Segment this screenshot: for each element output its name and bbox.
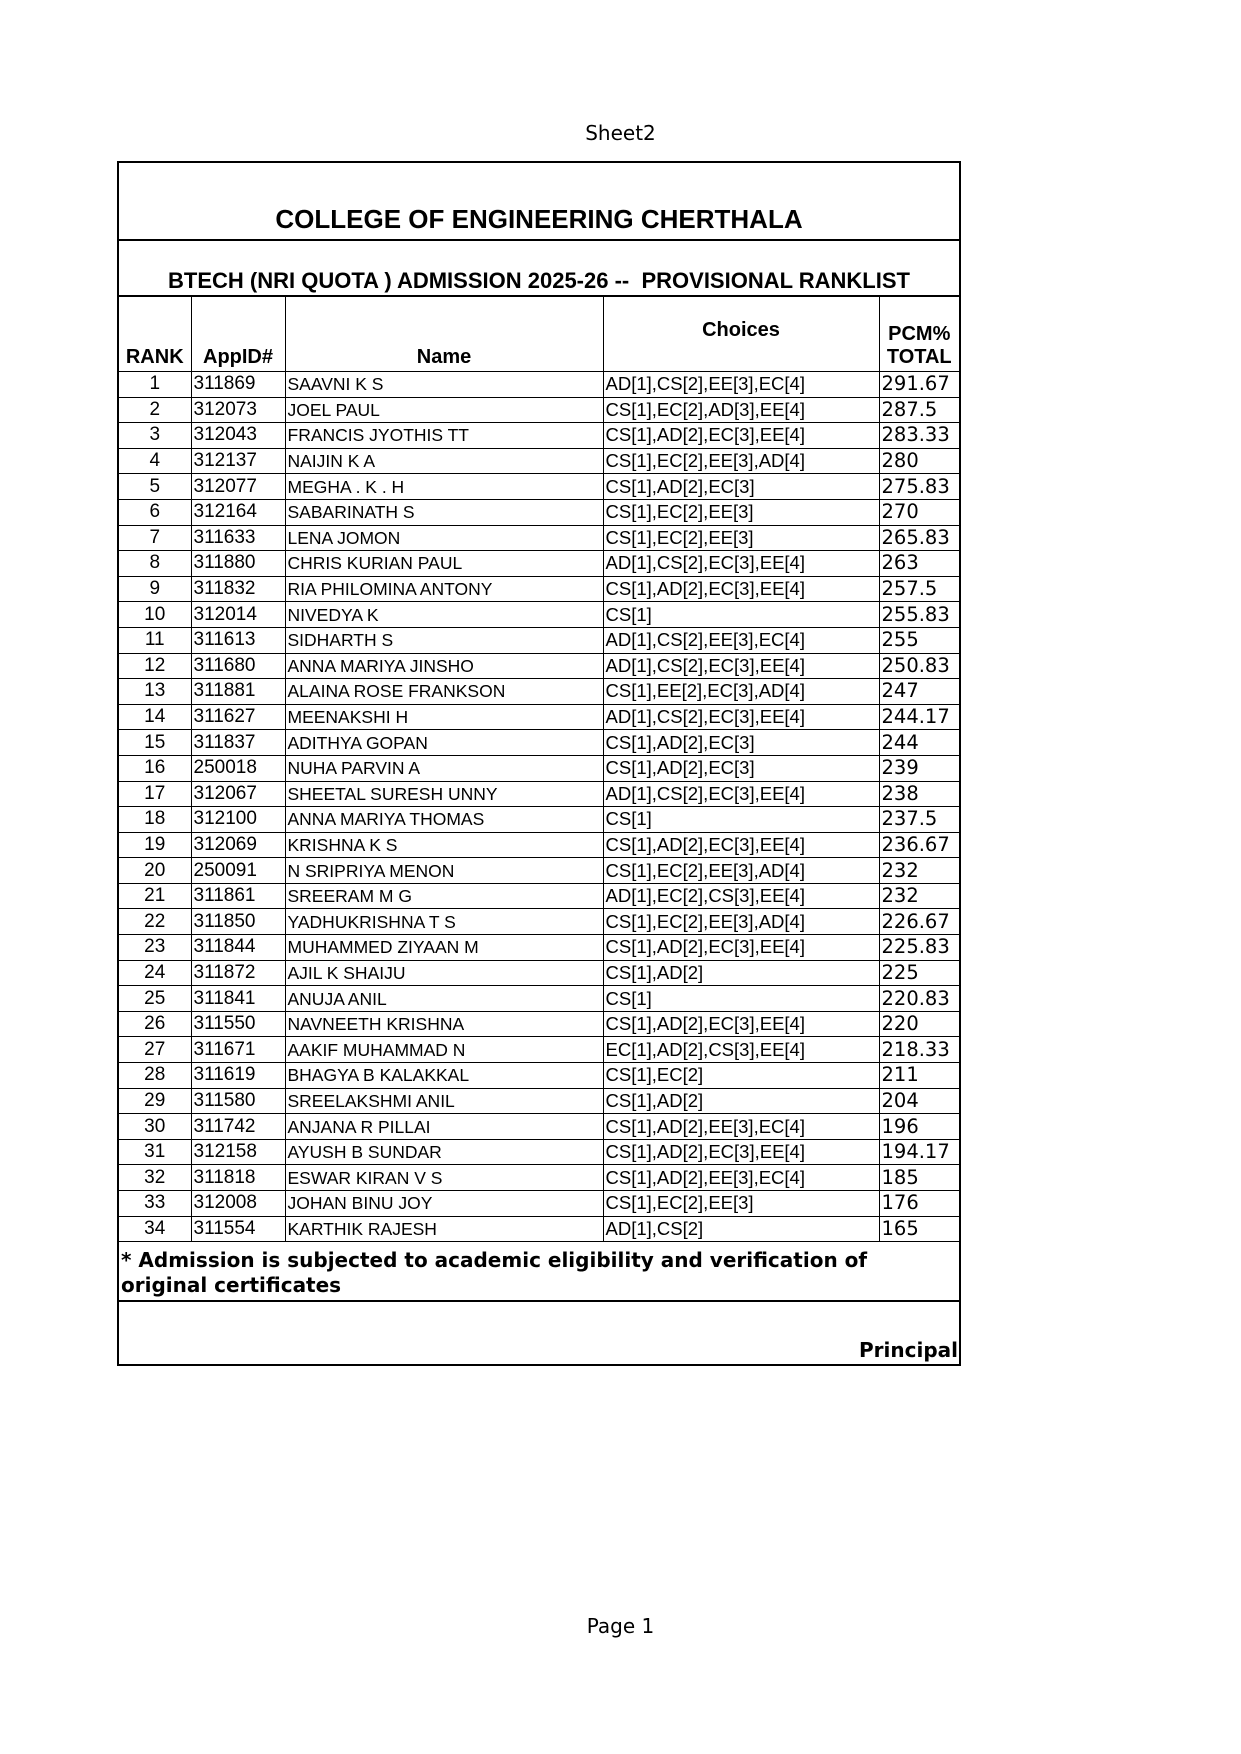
rank-column-header: RANK <box>119 297 191 372</box>
table-row <box>119 781 959 807</box>
total-cell: 176 <box>879 1191 959 1217</box>
appid-cell: 312073 <box>191 397 285 423</box>
rank-cell: 27 <box>119 1037 191 1063</box>
rank-cell: 22 <box>119 909 191 935</box>
table-row <box>119 755 959 781</box>
total-cell: 250.83 <box>879 653 959 679</box>
appid-cell: 311861 <box>191 883 285 909</box>
appid-cell: 312100 <box>191 807 285 833</box>
rank-cell: 25 <box>119 986 191 1012</box>
name-cell: ANNA MARIYA JINSHO <box>285 653 603 679</box>
choices-cell: CS[1],EC[2],EE[3] <box>603 525 879 551</box>
appid-cell: 312043 <box>191 423 285 449</box>
choices-cell: EC[1],AD[2],CS[3],EE[4] <box>603 1037 879 1063</box>
name-cell: MEENAKSHI H <box>285 704 603 730</box>
table-row <box>119 909 959 935</box>
total-cell: 211 <box>879 1063 959 1089</box>
total-cell: 194.17 <box>879 1139 959 1165</box>
total-cell: 239 <box>879 755 959 781</box>
appid-cell: 311880 <box>191 551 285 577</box>
choices-cell: CS[1],AD[2] <box>603 1088 879 1114</box>
pcm-total-column-header <box>879 297 959 372</box>
choices-cell: CS[1],AD[2],EC[3],EE[4] <box>603 1011 879 1037</box>
appid-cell: 312014 <box>191 602 285 628</box>
table-row <box>119 1139 959 1165</box>
appid-cell: 311742 <box>191 1114 285 1140</box>
sheet-label: Sheet2 <box>585 121 656 145</box>
pcm-header-line2: TOTAL <box>886 346 952 368</box>
appid-cell: 311554 <box>191 1216 285 1242</box>
appid-cell: 311844 <box>191 935 285 961</box>
name-cell: SREELAKSHMI ANIL <box>285 1088 603 1114</box>
appid-cell: 311818 <box>191 1165 285 1191</box>
appid-cell: 311671 <box>191 1037 285 1063</box>
total-cell: 225.83 <box>879 935 959 961</box>
rank-cell: 5 <box>119 474 191 500</box>
name-cell: YADHUKRISHNA T S <box>285 909 603 935</box>
table-row <box>119 832 959 858</box>
total-cell: 218.33 <box>879 1037 959 1063</box>
name-cell: ESWAR KIRAN V S <box>285 1165 603 1191</box>
rank-cell: 31 <box>119 1139 191 1165</box>
appid-cell: 312008 <box>191 1191 285 1217</box>
total-cell: 291.67 <box>879 372 959 398</box>
appid-cell: 312158 <box>191 1139 285 1165</box>
total-cell: 283.33 <box>879 423 959 449</box>
table-row <box>119 1011 959 1037</box>
name-cell: ANJANA R PILLAI <box>285 1114 603 1140</box>
choices-cell: AD[1],CS[2],EC[3],EE[4] <box>603 551 879 577</box>
table-row <box>119 986 959 1012</box>
appid-cell: 250018 <box>191 755 285 781</box>
rank-cell: 24 <box>119 960 191 986</box>
choices-cell: CS[1],AD[2],EC[3] <box>603 730 879 756</box>
table-row <box>119 448 959 474</box>
table-row <box>119 730 959 756</box>
choices-cell: CS[1] <box>603 986 879 1012</box>
name-cell: SIDHARTH S <box>285 627 603 653</box>
name-column-header: Name <box>285 297 603 372</box>
name-cell: SABARINATH S <box>285 499 603 525</box>
total-cell: 270 <box>879 499 959 525</box>
name-cell: AJIL K SHAIJU <box>285 960 603 986</box>
name-cell: BHAGYA B KALAKKAL <box>285 1063 603 1089</box>
appid-cell: 311869 <box>191 372 285 398</box>
rank-cell: 30 <box>119 1114 191 1140</box>
choices-cell: AD[1],CS[2],EE[3],EC[4] <box>603 372 879 398</box>
total-cell: 232 <box>879 883 959 909</box>
choices-cell: CS[1],EC[2] <box>603 1063 879 1089</box>
total-cell: 265.83 <box>879 525 959 551</box>
rank-cell: 10 <box>119 602 191 628</box>
choices-cell: CS[1],AD[2],EE[3],EC[4] <box>603 1165 879 1191</box>
total-cell: 226.67 <box>879 909 959 935</box>
table-row <box>119 935 959 961</box>
total-cell: 237.5 <box>879 807 959 833</box>
appid-cell: 311872 <box>191 960 285 986</box>
appid-cell: 311627 <box>191 704 285 730</box>
table-row <box>119 1114 959 1140</box>
rank-cell: 3 <box>119 423 191 449</box>
choices-column-header: Choices <box>603 297 879 372</box>
total-cell: 257.5 <box>879 576 959 602</box>
total-cell: 244 <box>879 730 959 756</box>
ranklist-body <box>119 372 959 1242</box>
choices-cell: CS[1],EC[2],EE[3],AD[4] <box>603 858 879 884</box>
page-number: Page 1 <box>586 1614 655 1638</box>
appid-cell: 311619 <box>191 1063 285 1089</box>
appid-cell: 311881 <box>191 679 285 705</box>
appid-cell: 312069 <box>191 832 285 858</box>
appid-cell: 312077 <box>191 474 285 500</box>
total-cell: 255 <box>879 627 959 653</box>
choices-cell: CS[1],AD[2],EC[3],EE[4] <box>603 576 879 602</box>
total-cell: 165 <box>879 1216 959 1242</box>
name-cell: RIA PHILOMINA ANTONY <box>285 576 603 602</box>
total-cell: 196 <box>879 1114 959 1140</box>
total-cell: 280 <box>879 448 959 474</box>
total-cell: 275.83 <box>879 474 959 500</box>
table-row <box>119 1088 959 1114</box>
rank-cell: 28 <box>119 1063 191 1089</box>
choices-cell: CS[1],AD[2],EC[3] <box>603 755 879 781</box>
name-cell: ANNA MARIYA THOMAS <box>285 807 603 833</box>
table-row <box>119 499 959 525</box>
appid-cell: 311680 <box>191 653 285 679</box>
name-cell: MEGHA . K . H <box>285 474 603 500</box>
appid-cell: 311841 <box>191 986 285 1012</box>
appid-cell: 311633 <box>191 525 285 551</box>
choices-cell: CS[1],AD[2],EC[3] <box>603 474 879 500</box>
total-cell: 255.83 <box>879 602 959 628</box>
total-cell: 287.5 <box>879 397 959 423</box>
ranklist-table <box>119 297 959 1242</box>
name-cell: LENA JOMON <box>285 525 603 551</box>
choices-cell: CS[1],AD[2] <box>603 960 879 986</box>
total-cell: 244.17 <box>879 704 959 730</box>
table-row <box>119 525 959 551</box>
table-row <box>119 807 959 833</box>
name-cell: N SRIPRIYA MENON <box>285 858 603 884</box>
total-cell: 204 <box>879 1088 959 1114</box>
rank-cell: 17 <box>119 781 191 807</box>
table-row <box>119 1165 959 1191</box>
rank-cell: 13 <box>119 679 191 705</box>
choices-cell: CS[1],EC[2],EE[3] <box>603 1191 879 1217</box>
college-title: COLLEGE OF ENGINEERING CHERTHALA <box>119 163 959 241</box>
choices-cell: AD[1],CS[2],EE[3],EC[4] <box>603 627 879 653</box>
choices-cell: AD[1],CS[2],EC[3],EE[4] <box>603 781 879 807</box>
name-cell: KARTHIK RAJESH <box>285 1216 603 1242</box>
name-cell: MUHAMMED ZIYAAN M <box>285 935 603 961</box>
name-cell: JOEL PAUL <box>285 397 603 423</box>
appid-cell: 311613 <box>191 627 285 653</box>
rank-cell: 12 <box>119 653 191 679</box>
name-cell: AAKIF MUHAMMAD N <box>285 1037 603 1063</box>
table-row <box>119 960 959 986</box>
rank-cell: 1 <box>119 372 191 398</box>
rank-cell: 4 <box>119 448 191 474</box>
rank-cell: 19 <box>119 832 191 858</box>
rank-cell: 20 <box>119 858 191 884</box>
appid-cell: 311837 <box>191 730 285 756</box>
choices-cell: CS[1],AD[2],EC[3],EE[4] <box>603 1139 879 1165</box>
table-row <box>119 704 959 730</box>
appid-cell: 312164 <box>191 499 285 525</box>
table-row <box>119 653 959 679</box>
table-header-row <box>119 297 959 372</box>
table-row <box>119 883 959 909</box>
rank-cell: 15 <box>119 730 191 756</box>
total-cell: 185 <box>879 1165 959 1191</box>
table-row <box>119 474 959 500</box>
table-row <box>119 627 959 653</box>
admission-note: * Admission is subjected to academic eligibility and verification of original certificates <box>119 1242 959 1302</box>
total-cell: 236.67 <box>879 832 959 858</box>
table-row <box>119 1216 959 1242</box>
choices-cell: CS[1],AD[2],EC[3],EE[4] <box>603 423 879 449</box>
choices-cell: AD[1],CS[2],EC[3],EE[4] <box>603 653 879 679</box>
name-cell: SREERAM M G <box>285 883 603 909</box>
name-cell: ALAINA ROSE FRANKSON <box>285 679 603 705</box>
total-cell: 247 <box>879 679 959 705</box>
name-cell: ADITHYA GOPAN <box>285 730 603 756</box>
principal-signature-label: Principal <box>859 1338 958 1363</box>
name-cell: NUHA PARVIN A <box>285 755 603 781</box>
rank-cell: 16 <box>119 755 191 781</box>
table-row <box>119 1063 959 1089</box>
name-cell: KRISHNA K S <box>285 832 603 858</box>
table-row <box>119 602 959 628</box>
rank-cell: 14 <box>119 704 191 730</box>
choices-cell: CS[1] <box>603 807 879 833</box>
name-cell: SAAVNI K S <box>285 372 603 398</box>
choices-cell: CS[1],EC[2],EE[3] <box>603 499 879 525</box>
rank-cell: 2 <box>119 397 191 423</box>
rank-cell: 33 <box>119 1191 191 1217</box>
name-cell: JOHAN BINU JOY <box>285 1191 603 1217</box>
choices-cell: CS[1],EC[2],EE[3],AD[4] <box>603 909 879 935</box>
choices-cell: CS[1],EC[2],EE[3],AD[4] <box>603 448 879 474</box>
name-cell: NIVEDYA K <box>285 602 603 628</box>
name-cell: NAVNEETH KRISHNA <box>285 1011 603 1037</box>
appid-cell: 311832 <box>191 576 285 602</box>
appid-cell: 311580 <box>191 1088 285 1114</box>
rank-cell: 6 <box>119 499 191 525</box>
choices-cell: AD[1],CS[2],EC[3],EE[4] <box>603 704 879 730</box>
choices-cell: CS[1],AD[2],EC[3],EE[4] <box>603 832 879 858</box>
choices-cell: CS[1],AD[2],EC[3],EE[4] <box>603 935 879 961</box>
table-row <box>119 551 959 577</box>
total-cell: 220 <box>879 1011 959 1037</box>
table-row <box>119 1191 959 1217</box>
table-row <box>119 423 959 449</box>
rank-cell: 21 <box>119 883 191 909</box>
table-row <box>119 679 959 705</box>
total-cell: 263 <box>879 551 959 577</box>
rank-cell: 34 <box>119 1216 191 1242</box>
rank-cell: 29 <box>119 1088 191 1114</box>
rank-cell: 8 <box>119 551 191 577</box>
ranklist-frame <box>117 161 961 1366</box>
appid-cell: 312067 <box>191 781 285 807</box>
total-cell: 232 <box>879 858 959 884</box>
name-cell: ANUJA ANIL <box>285 986 603 1012</box>
choices-cell: AD[1],CS[2] <box>603 1216 879 1242</box>
rank-cell: 11 <box>119 627 191 653</box>
choices-cell: CS[1] <box>603 602 879 628</box>
choices-cell: CS[1],EE[2],EC[3],AD[4] <box>603 679 879 705</box>
rank-cell: 32 <box>119 1165 191 1191</box>
total-cell: 238 <box>879 781 959 807</box>
table-row <box>119 576 959 602</box>
name-cell: CHRIS KURIAN PAUL <box>285 551 603 577</box>
rank-cell: 23 <box>119 935 191 961</box>
choices-cell: CS[1],AD[2],EE[3],EC[4] <box>603 1114 879 1140</box>
table-row <box>119 858 959 884</box>
name-cell: FRANCIS JYOTHIS TT <box>285 423 603 449</box>
rank-cell: 26 <box>119 1011 191 1037</box>
choices-cell: CS[1],EC[2],AD[3],EE[4] <box>603 397 879 423</box>
name-cell: AYUSH B SUNDAR <box>285 1139 603 1165</box>
table-row <box>119 1037 959 1063</box>
table-row <box>119 372 959 398</box>
total-cell: 225 <box>879 960 959 986</box>
appid-cell: 311850 <box>191 909 285 935</box>
pcm-header-line1: PCM% <box>888 323 951 345</box>
choices-cell: AD[1],EC[2],CS[3],EE[4] <box>603 883 879 909</box>
rank-cell: 18 <box>119 807 191 833</box>
total-cell: 220.83 <box>879 986 959 1012</box>
table-row <box>119 397 959 423</box>
ranklist-subtitle: BTECH (NRI QUOTA ) ADMISSION 2025-26 -- PROVISIONAL RANKLIST <box>119 241 959 297</box>
rank-cell: 9 <box>119 576 191 602</box>
name-cell: NAIJIN K A <box>285 448 603 474</box>
appid-cell: 312137 <box>191 448 285 474</box>
name-cell: SHEETAL SURESH UNNY <box>285 781 603 807</box>
rank-cell: 7 <box>119 525 191 551</box>
appid-cell: 311550 <box>191 1011 285 1037</box>
appid-cell: 250091 <box>191 858 285 884</box>
appid-column-header: AppID# <box>191 297 285 372</box>
